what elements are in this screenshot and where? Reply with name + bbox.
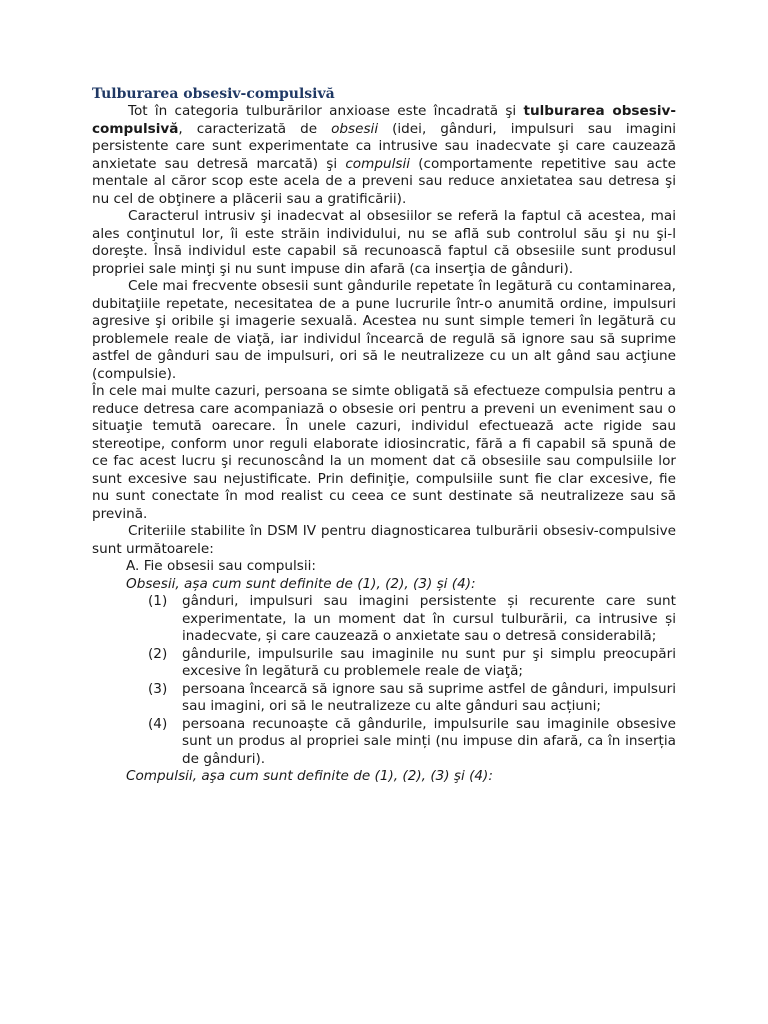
list-number: (1) <box>148 593 168 609</box>
italic-term: obsesii <box>331 120 379 137</box>
italic-term: compulsii <box>345 155 411 172</box>
list-item <box>148 646 676 681</box>
bold-term: tulburarea obsesiv-compulsivă <box>92 103 676 137</box>
list-text: gândurile, impulsurile sau imaginile nu sunt pur şi simplu preocupări excesive în legătură cu problemele reale de viaţă; <box>182 645 676 679</box>
text-run: Tot în categoria tulburărilor anxioase este încadrată şi <box>128 103 524 119</box>
text-run: (comportamente repetitive sau acte mentale al căror scop este acela de a preveni sau reduce anxietatea sau detresa şi nu cel de obţinere a plăcerii sau a gratificării). <box>92 155 676 207</box>
obsessions-title: Obsesii, așa cum sunt definite de (1), (2), (3) și (4): <box>126 575 476 592</box>
list-text: gânduri, impulsuri sau imagini persistente și recurente care sunt experimentate, la un moment dat în cursul tulburării, ca intrusive și inadecvate, și care cauzează o anxietate sau o detresă considerabilă; <box>182 593 676 644</box>
list-item <box>148 593 676 646</box>
paragraph-intrusive: Caracterul intrusiv şi inadecvat al obsesiilor se referă la faptul că acestea, mai ales conţinutul lor, îi este străin individului, nu se află sub controlul său şi nu şi-l doreşte. Însă individul este capabil să recunoască faptul că obsesiile sunt produsul propriei sale minţi şi nu sunt impuse din afară (ca inserţia de gânduri). <box>92 208 676 277</box>
criterion-a: A. Fie obsesii sau compulsii: <box>126 558 316 574</box>
paragraph-definition <box>92 103 676 208</box>
paragraph-compulsions: În cele mai multe cazuri, persoana se simte obligată să efectueze compulsia pentru a reduce detresa care acompaniază o obsesie ori pentru a preveni un eveniment sau o situaţie temută oarecare. În unele cazuri, individul efectuează acte rigide sau stereotipe, conform unor reguli elaborate idiosincratic, fără a fi capabil să spună de ce fac acest lucru şi recunoscând la un moment dat că obsesiile sau compulsiile lor sunt excesive sau nejustificate. Prin definiţie, compulsiile sunt fie clar excesive, fie nu sunt conectate în mod realist cu ceea ce sunt destinate să neutralizeze sau să prevină. <box>92 383 676 522</box>
text-run: , caracterizată de <box>178 120 332 137</box>
list-item <box>148 716 676 769</box>
list-number: (4) <box>148 715 168 732</box>
paragraph-dsm-criteria: Criteriile stabilite în DSM IV pentru diagnosticarea tulburării obsesiv-compulsive sunt următoarele: <box>92 523 676 557</box>
list-number: (3) <box>148 680 168 697</box>
paragraph-frequent-obsessions: Cele mai frecvente obsesii sunt gândurile repetate în legătură cu contaminarea, dubitaţiile repetate, necesitatea de a pune lucrurile într-o anumită ordine, impulsuri agresive şi oribile şi imagerie sexuală. Acestea nu sunt simple temeri în legătură cu problemele reale de viaţă, iar individul încearcă de regulă să ignore sau să suprime astfel de gânduri sau de impulsuri, ori să le neutralizeze cu un alt gând sau acţiune (compulsie). <box>92 278 676 382</box>
compulsions-title: Compulsii, aşa cum sunt definite de (1), (2), (3) şi (4): <box>126 768 493 784</box>
list-item <box>148 681 676 716</box>
list-number: (2) <box>148 645 168 662</box>
list-text: persoana încearcă să ignore sau să suprime astfel de gânduri, impulsuri sau imagini, ori să le neutralizeze cu alte gânduri sau acțiuni; <box>182 680 676 714</box>
text-run: (idei, gânduri, impulsuri sau imagini persistente care sunt experimentate ca intrusive sau inadecvate şi care cauzează anxietate sau detresă marcată) şi <box>92 120 676 172</box>
section-heading: Tulburarea obsesiv-compulsivă <box>92 86 335 102</box>
list-text: persoana recunoaște că gândurile, impulsurile sau imaginile obsesive sunt un produs al propriei sale minți (nu impuse din afară, ca în inserția de gânduri). <box>182 715 676 767</box>
